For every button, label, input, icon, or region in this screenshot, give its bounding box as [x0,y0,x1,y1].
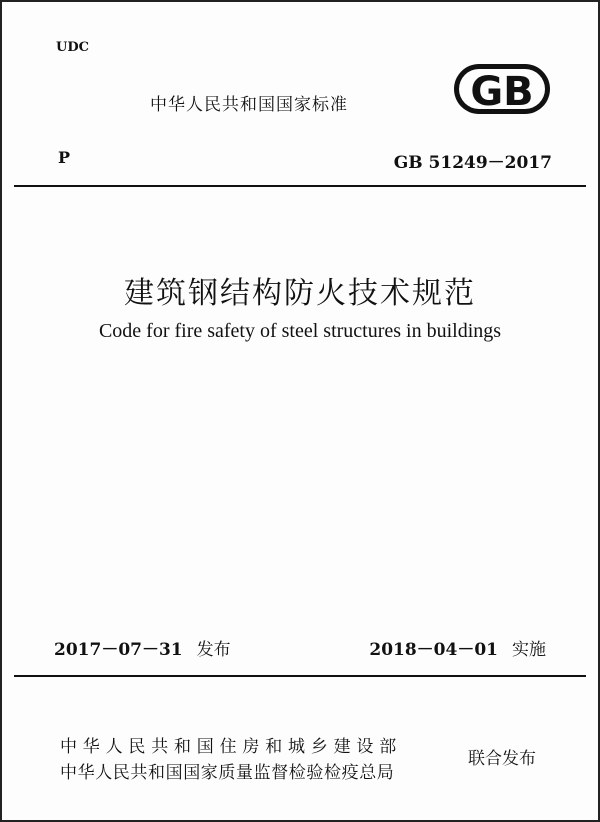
issuer-line-1: 中华人民共和国住房和城乡建设部 [60,737,402,757]
header-divider [14,185,586,187]
title-chinese: 建筑钢结构防火技术规范 [124,276,476,311]
standard-code: GB 51249－2017 [393,153,552,173]
gb-logo-text: GB [470,69,534,115]
gb-logo [452,62,552,116]
title-english: Code for fire safety of steel structures in buildings [98,320,502,342]
udc-label: UDC [56,40,89,55]
issue-label: 发布 [196,640,231,660]
issue-date: 2017－07－31 [54,640,183,660]
date-row [54,635,546,660]
issue-date-group [54,635,231,660]
implement-label: 实施 [512,640,546,660]
issuers [60,734,402,786]
implement-date: 2018－04－01 [369,640,498,660]
implement-date-group [369,635,546,660]
issuer-line-2: 中华人民共和国国家质量监督检验检疫总局 [60,763,395,783]
footer-divider [14,675,586,677]
classification-code: P [58,148,71,167]
joint-issue-label: 联合发布 [468,749,536,769]
standard-type: 中华人民共和国国家标准 [150,95,348,115]
